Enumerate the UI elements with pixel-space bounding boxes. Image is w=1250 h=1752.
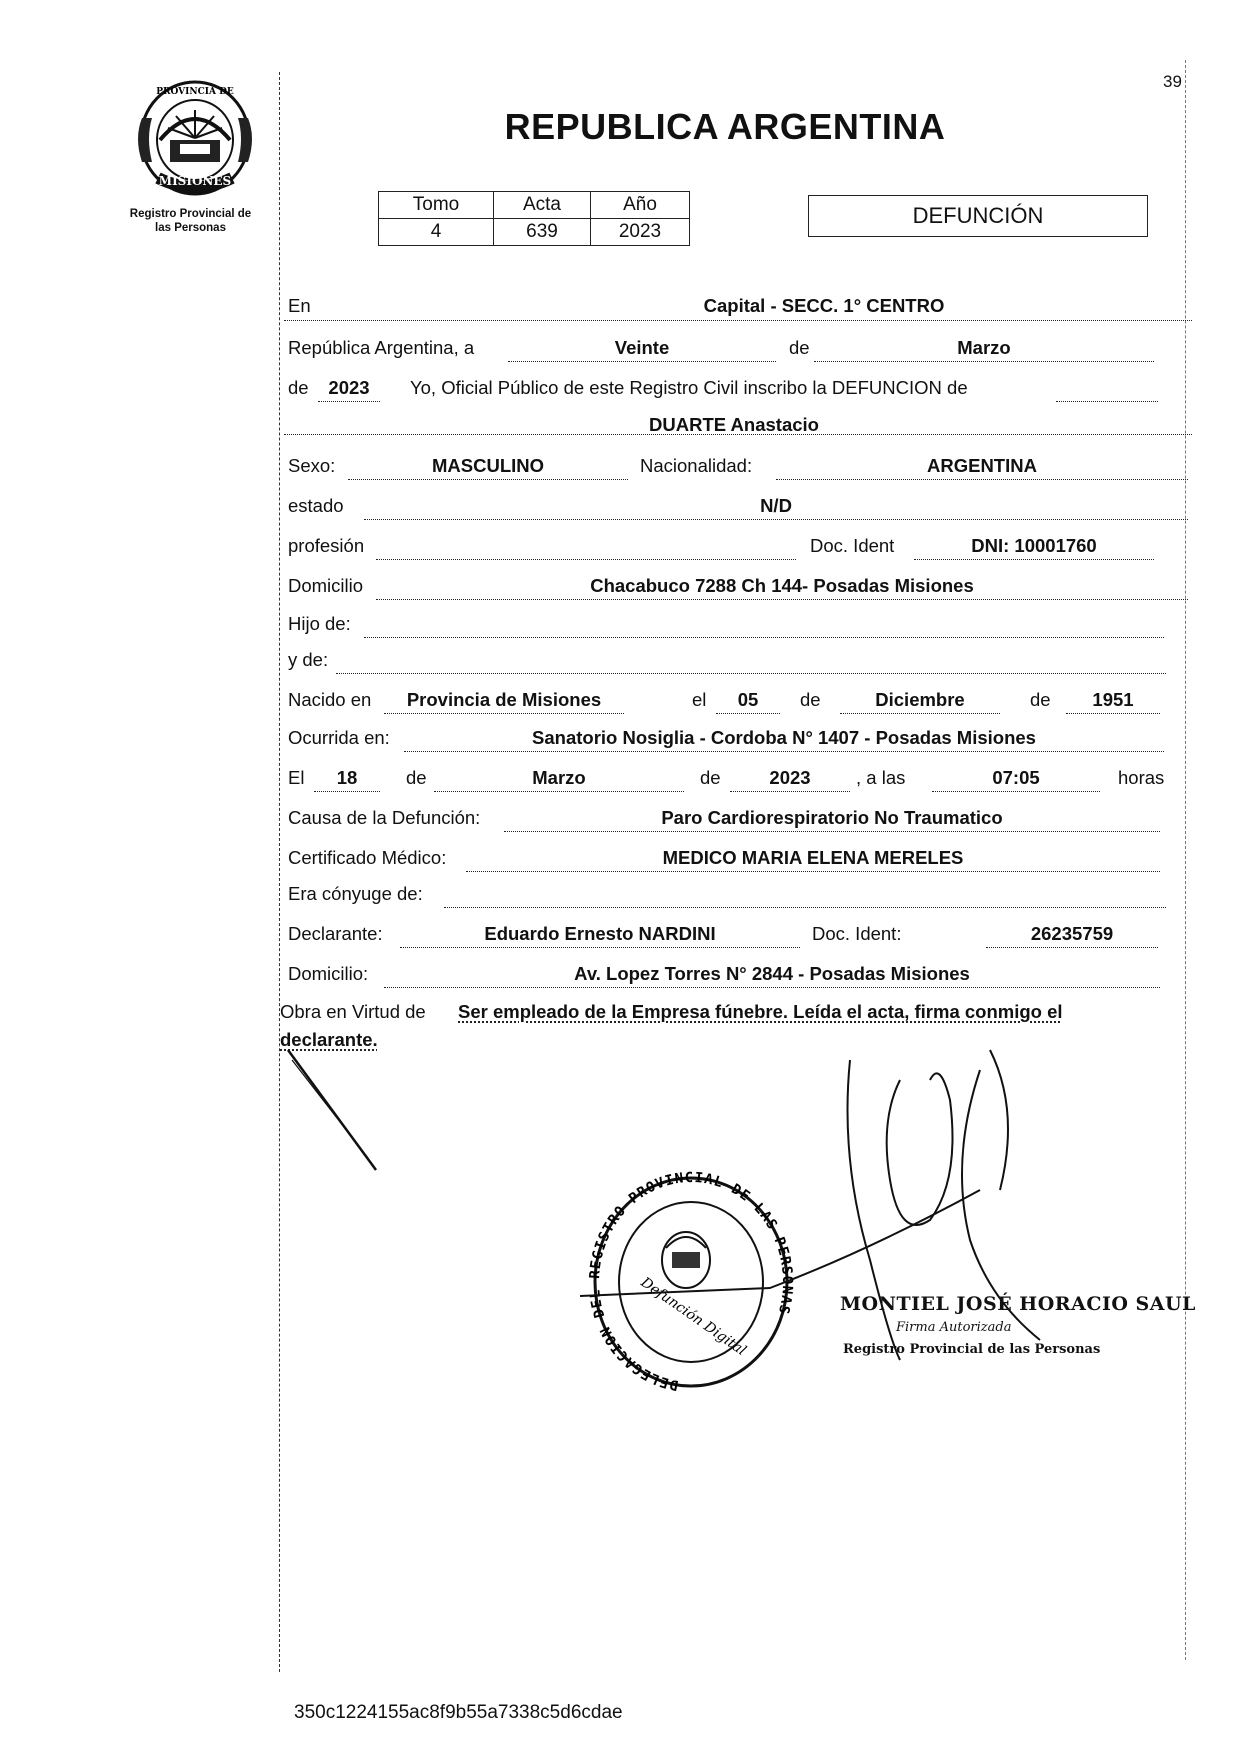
tomo-value: 4 <box>379 219 494 246</box>
row-domicilio <box>284 570 1192 600</box>
tomo-header: Tomo <box>379 192 494 219</box>
death-day: 18 <box>314 767 380 792</box>
row-declarante <box>284 918 1192 948</box>
republica-label: República Argentina, a <box>288 337 475 358</box>
domicilio2-label: Domicilio: <box>288 963 369 984</box>
yo-text: Yo, Oficial Público de este Registro Civil inscribo la DEFUNCION de <box>410 377 968 398</box>
el-label: el <box>692 689 707 710</box>
province-coat-of-arms-logo <box>128 78 263 203</box>
doc-label: Doc. Ident <box>810 535 895 556</box>
hijo-label: Hijo de: <box>288 613 351 634</box>
horas-label: horas <box>1118 767 1165 788</box>
official-role: Firma Autorizada <box>896 1320 1012 1335</box>
row-domicilio-declarante <box>284 958 1192 988</box>
nacido-value: Provincia de Misiones <box>384 689 624 714</box>
yde-blank <box>336 649 1166 674</box>
profesion-blank <box>376 535 796 560</box>
doc-value: DNI: 10001760 <box>914 535 1154 560</box>
year-value: 2023 <box>318 377 380 402</box>
declarante-doc: 26235759 <box>986 923 1158 948</box>
ocurrida-label: Ocurrida en: <box>288 727 390 748</box>
row-hijo <box>284 608 1192 638</box>
acta-value: 639 <box>494 219 591 246</box>
estado-label: estado <box>288 495 344 516</box>
sexo-value: MASCULINO <box>348 455 628 480</box>
declarante-value: Eduardo Ernesto NARDINI <box>400 923 800 948</box>
conyuge-blank <box>444 883 1166 908</box>
row-obra <box>280 996 1192 1026</box>
estado-value: N/D <box>364 495 1188 520</box>
row-ocurrida <box>284 722 1192 752</box>
de-label-6: de <box>700 767 721 788</box>
sexo-label: Sexo: <box>288 455 336 476</box>
death-time: 07:05 <box>932 767 1100 792</box>
domicilio2-value: Av. Lopez Torres N° 2844 - Posadas Misiones <box>384 963 1160 988</box>
certificado-value: MEDICO MARIA ELENA MERELES <box>466 847 1160 872</box>
registry-table <box>378 191 690 246</box>
yo-blank <box>1056 377 1158 402</box>
obra-value-2: declarante. <box>280 1029 378 1050</box>
de-label-3: de <box>800 689 821 710</box>
row-causa <box>284 802 1192 832</box>
act-type-box: DEFUNCIÓN <box>808 195 1148 237</box>
row-estado <box>284 490 1192 520</box>
logo-caption-line-2: las Personas <box>155 222 226 234</box>
row-deceased <box>284 404 1192 435</box>
domicilio-value: Chacabuco 7288 Ch 144- Posadas Misiones <box>376 575 1188 600</box>
doc-ident-label: Doc. Ident: <box>812 923 902 944</box>
official-name: MONTIEL JOSÉ HORACIO SAUL <box>840 1293 1196 1315</box>
day-words-value: Veinte <box>508 337 776 362</box>
de-label-2: de <box>288 377 309 398</box>
causa-value: Paro Cardiorespiratorio No Traumatico <box>504 807 1160 832</box>
birth-month: Diciembre <box>840 689 1000 714</box>
declarante-label: Declarante: <box>288 923 383 944</box>
row-certificado <box>284 842 1192 872</box>
stamp-inner-text: Defunción Digital <box>637 1274 749 1359</box>
row-conyuge <box>284 878 1192 908</box>
birth-year: 1951 <box>1066 689 1160 714</box>
row-nacido <box>284 684 1192 714</box>
cancellation-stroke <box>280 1030 400 1185</box>
nacido-label: Nacido en <box>288 689 372 710</box>
nacionalidad-value: ARGENTINA <box>776 455 1188 480</box>
row-sexo <box>284 450 1192 480</box>
nacionalidad-label: Nacionalidad: <box>640 455 753 476</box>
el-cap-label: El <box>288 767 305 788</box>
ano-header: Año <box>591 192 690 219</box>
margin-divider <box>279 72 280 1672</box>
death-year: 2023 <box>730 767 850 792</box>
ano-value: 2023 <box>591 219 690 246</box>
en-label: En <box>288 295 311 316</box>
row-en <box>284 290 1192 321</box>
acta-header: Acta <box>494 192 591 219</box>
alas-label: , a las <box>856 767 906 788</box>
certificado-label: Certificado Médico: <box>288 847 447 868</box>
domicilio-label: Domicilio <box>288 575 364 596</box>
logo-top-text: PROVINCIA DE <box>156 87 234 97</box>
stamp-ring-text: DELEGACION DEL REGISTRO PROVINCIAL DE LAS PERSONAS <box>586 1170 796 1394</box>
row-yo <box>284 372 1192 402</box>
causa-label: Causa de la Defunción: <box>288 807 481 828</box>
row-fecha-defuncion <box>284 762 1192 792</box>
document-hash: 350c1224155ac8f9b55a7338c5d6cdae <box>294 1702 623 1723</box>
de-label-1: de <box>789 337 810 358</box>
document-title: REPUBLICA ARGENTINA <box>504 106 946 147</box>
page-number: 39 <box>1163 72 1182 91</box>
official-office: Registro Provincial de las Personas <box>843 1342 1101 1357</box>
de-label-5: de <box>406 767 427 788</box>
ocurrida-value: Sanatorio Nosiglia - Cordoba N° 1407 - Posadas Misiones <box>404 727 1164 752</box>
yde-label: y de: <box>288 649 329 670</box>
conyuge-label: Era cónyuge de: <box>288 883 423 904</box>
death-month: Marzo <box>434 767 684 792</box>
obra-label: Obra en Virtud de <box>280 1001 426 1022</box>
birth-day: 05 <box>716 689 780 714</box>
logo-caption <box>108 207 273 235</box>
row-profesion <box>284 530 1192 560</box>
en-value: Capital - SECC. 1° CENTRO <box>703 295 945 316</box>
profesion-label: profesión <box>288 535 365 556</box>
month-value: Marzo <box>814 337 1154 362</box>
logo-caption-line-1: Registro Provincial de <box>129 208 252 220</box>
hijo-blank <box>364 613 1164 638</box>
deceased-name: DUARTE Anastacio <box>649 414 819 435</box>
logo-bottom-text: MISIONES <box>158 174 232 188</box>
row-yde <box>284 644 1192 674</box>
signature-scribble <box>570 1040 1090 1385</box>
de-label-4: de <box>1030 689 1051 710</box>
obra-value: Ser empleado de la Empresa fúnebre. Leída el acta, firma conmigo el <box>458 1001 1063 1022</box>
row-date <box>284 332 1192 362</box>
